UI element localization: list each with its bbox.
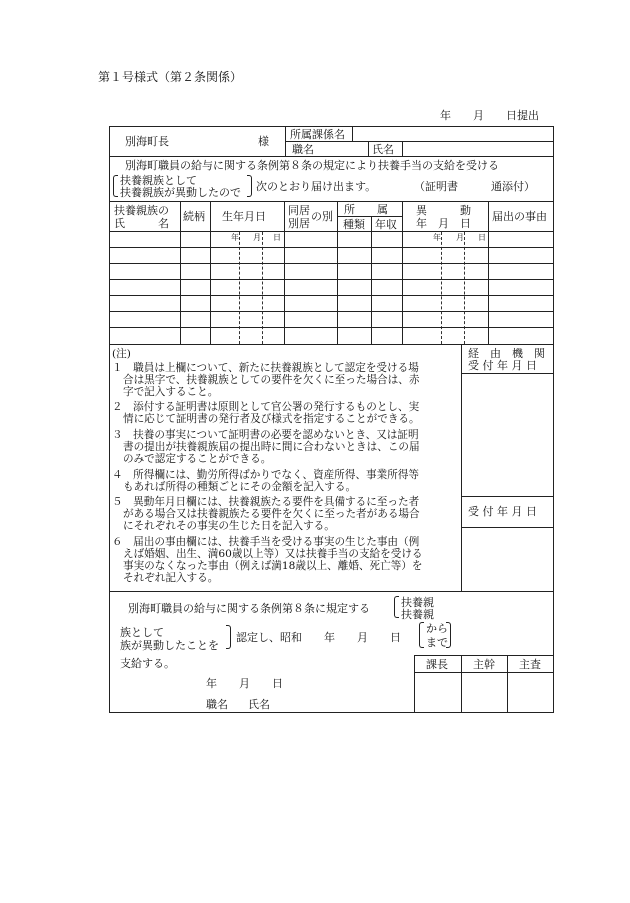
column-header-birthdate: 生年月日 <box>222 210 266 223</box>
note-2: 情に応じて証明書の発行者及び様式を指定することができる。 <box>123 413 420 425</box>
table-row <box>109 327 554 328</box>
town-head-label: 別海町長 <box>125 135 169 148</box>
table-row <box>109 263 554 264</box>
seal-chief-label: 課長 <box>426 658 448 671</box>
option-as-dependent: 扶養親族として <box>120 174 197 187</box>
note-5: にそれぞれその事実の生じた日を記入する。 <box>123 520 335 532</box>
divider <box>507 655 508 713</box>
column-line <box>210 201 211 344</box>
route-receipt-label: 受 付 年 月 日 <box>468 359 537 372</box>
left-brace <box>419 622 424 648</box>
statement-line: 別海町職員の給与に関する条例第８条の規定により扶養手当の支給を受ける <box>125 159 499 172</box>
note-5: がある場合又は扶養親族たる要件を欠くに至った者がある場合 <box>123 508 420 520</box>
form-title: 第１号様式（第２条関係） <box>98 70 243 84</box>
divider <box>414 655 554 656</box>
note-3: のみで認定することができる。 <box>123 453 272 465</box>
column-header-affiliation: 所 属 <box>344 203 388 216</box>
note-1: １ 職員は上欄について、新たに扶養親族として認定を受ける場 <box>112 362 419 374</box>
right-brace <box>247 175 252 197</box>
note-3: ３ 扶養の事実について証明書の必要を認めないとき、又は証明 <box>112 429 419 441</box>
table-header-bottom <box>109 231 554 232</box>
receipt-date-label: 受 付 年 月 日 <box>468 505 537 518</box>
note-6: それぞれ記入する。 <box>123 572 219 584</box>
divider <box>414 672 554 673</box>
divider <box>285 141 554 142</box>
divider <box>368 141 369 156</box>
table-row <box>109 247 554 248</box>
post-label: 職名 <box>292 143 314 156</box>
table-row <box>109 311 554 312</box>
birth-day-mark: 日 <box>273 233 281 242</box>
note-1: 字で記入すること。 <box>123 386 219 398</box>
column-header-affiliation-type: 種類 <box>343 218 365 231</box>
approval-text: 支給する。 <box>120 657 175 670</box>
approver-name-label: 氏名 <box>248 698 270 711</box>
approval-date: 年 月 日 <box>206 677 283 690</box>
column-line <box>284 201 285 344</box>
note-6: えば婚姻、出生、満60歳以上等）又は扶養手当の支給を受ける <box>123 548 423 560</box>
table-bottom <box>109 344 554 345</box>
approval-option: 扶養親 <box>401 596 434 609</box>
left-brace <box>113 175 118 197</box>
statement-line: 次のとおり届け出ます。 <box>256 180 377 193</box>
note-3: 書の提出が扶養親族届の提出時に間に合わないときは、この届 <box>123 441 420 453</box>
divider <box>414 655 415 713</box>
column-header-relation: 続柄 <box>183 210 205 223</box>
column-line <box>337 201 338 344</box>
column-header-change: 異 動 <box>416 204 471 217</box>
divider <box>461 373 554 374</box>
divider <box>337 216 402 217</box>
route-office-label: 経 由 機 関 <box>468 347 545 360</box>
approval-text: 別海町職員の給与に関する条例第８条に規定する <box>128 602 370 615</box>
column-header-cohabitation: 別居 <box>288 217 310 230</box>
column-line <box>371 216 372 344</box>
seal-manager-label: 主幹 <box>473 658 495 671</box>
period-from: から <box>426 622 448 635</box>
notes-heading: (注) <box>112 348 131 360</box>
note-4: もあれば所得の種類ごとにその金額を記入する。 <box>123 481 357 493</box>
approval-text: 族が異動したことを <box>120 639 219 652</box>
note-5: ５ 異動年月日欄には、扶養親族たる要件を具備するに至った者 <box>112 496 420 508</box>
column-line <box>488 201 489 344</box>
birth-year-mark: 年 <box>231 233 239 242</box>
side-column-line <box>461 344 462 591</box>
divider <box>109 591 554 592</box>
table-row <box>109 279 554 280</box>
left-brace <box>394 596 399 618</box>
column-line <box>180 201 181 344</box>
column-header-cohabitation: の別 <box>311 210 333 223</box>
note-4: ４ 所得欄には、勤労所得ばかりでなく、資産所得、事業所得等 <box>112 469 420 481</box>
change-year-mark: 年 <box>433 233 441 242</box>
change-day-mark: 日 <box>478 233 486 242</box>
divider <box>402 141 403 156</box>
divider <box>352 126 353 141</box>
birth-month-mark: 月 <box>253 233 261 242</box>
column-header-cohabitation: 同居 <box>288 204 310 217</box>
seal-officer-label: 主査 <box>519 658 541 671</box>
note-6: ６ 届出の事由欄には、扶養手当を受ける事実の生じた事由（例 <box>112 536 420 548</box>
divider <box>109 156 554 157</box>
note-1: 合は黒字で、扶養親族としての要件を欠くに至った場合は、赤 <box>123 374 420 386</box>
certificate-count: （証明書 通添付） <box>414 180 535 193</box>
right-brace <box>446 622 451 648</box>
right-brace <box>226 625 231 649</box>
note-2: ２ 添付する証明書は原則として官公署の発行するものとし、実 <box>112 401 420 413</box>
column-header-change-date: 年 月 日 <box>416 217 471 230</box>
divider <box>461 527 554 528</box>
column-header-name: 氏 名 <box>114 217 169 230</box>
department-label: 所属課係名 <box>290 128 345 141</box>
column-header-name: 扶養親族の <box>114 204 169 217</box>
column-line <box>402 201 403 344</box>
name-label: 氏名 <box>372 143 394 156</box>
period-to: まで <box>426 636 448 649</box>
approval-option: 扶養親 <box>401 608 434 621</box>
column-header-reason: 届出の事由 <box>492 210 547 223</box>
option-dependent-changed: 扶養親族が異動したので <box>120 186 241 199</box>
honorific-label: 様 <box>258 135 269 148</box>
approval-text: 認定し、昭和 年 月 日 <box>236 631 401 644</box>
divider <box>461 655 462 713</box>
change-month-mark: 月 <box>456 233 464 242</box>
note-6: 事実のなくなった事由（例えば満18歳以上、離婚、死亡等）を <box>123 560 423 572</box>
submission-date: 年 月 日提出 <box>440 109 539 122</box>
column-header-affiliation-income: 年収 <box>375 218 397 231</box>
approval-text: 族として <box>120 626 164 639</box>
table-row <box>109 295 554 296</box>
approver-post-label: 職名 <box>206 698 228 711</box>
divider <box>461 496 554 497</box>
